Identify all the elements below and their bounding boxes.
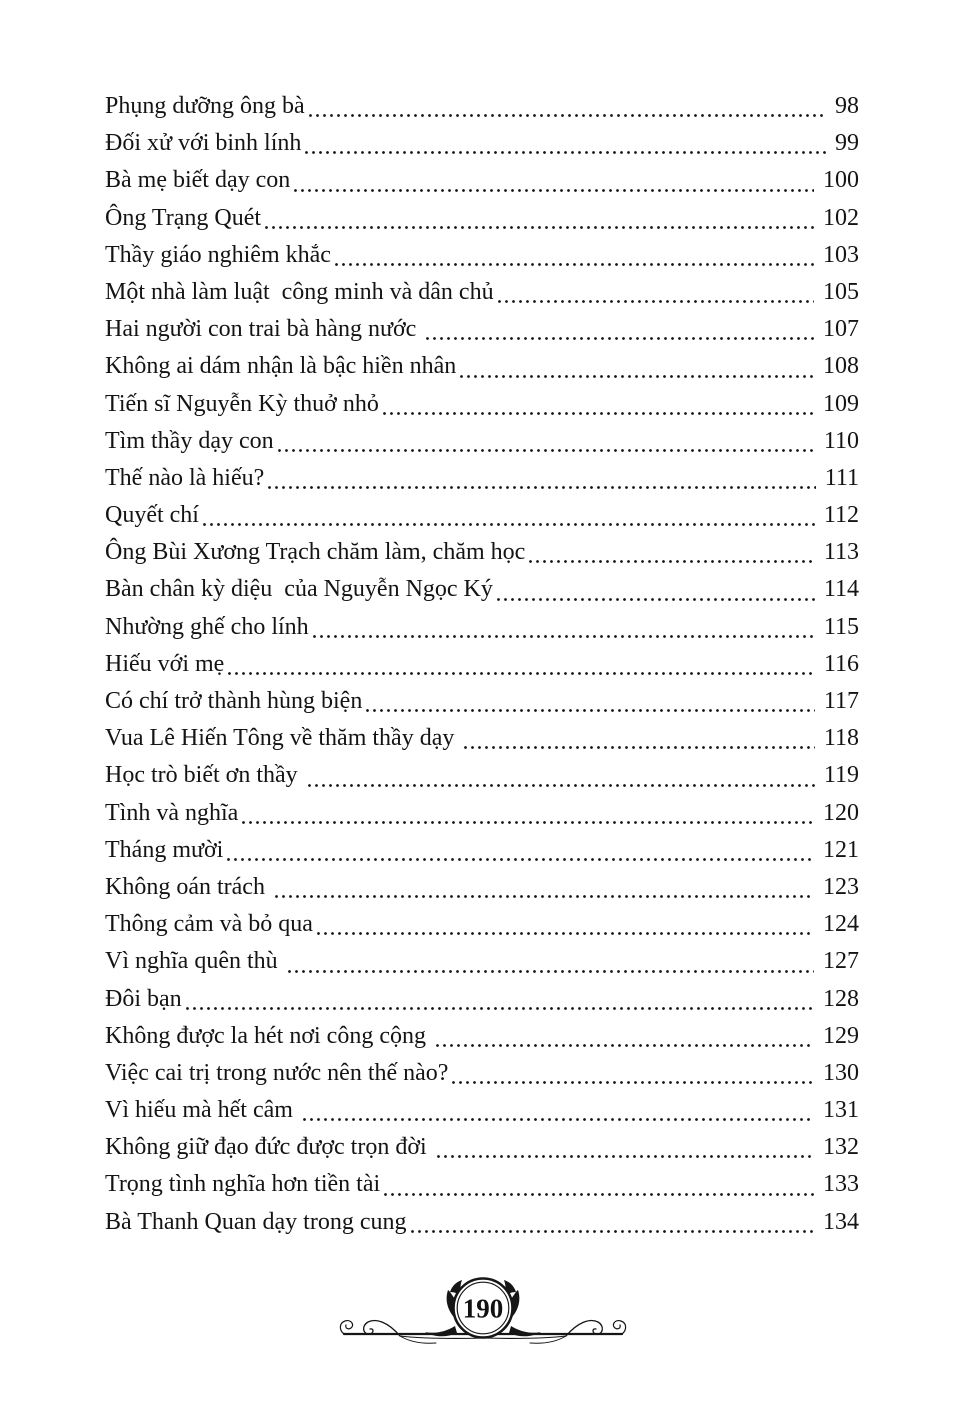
dot-leader xyxy=(384,1193,814,1196)
toc-entry-title: Một nhà làm luật công minh và dân chủ xyxy=(105,278,494,305)
dot-leader xyxy=(309,114,826,117)
toc-entry-title: Việc cai trị trong nước nên thế nào? xyxy=(105,1059,449,1086)
toc-entry-title: Không giữ đạo đức được trọn đời xyxy=(105,1134,433,1161)
toc-entry-title: Hiếu với mẹ xyxy=(105,650,225,677)
toc-entry xyxy=(105,943,859,980)
dot-leader xyxy=(313,635,815,638)
toc-entry xyxy=(105,423,859,460)
dot-leader xyxy=(460,375,814,378)
toc-entry xyxy=(105,1092,859,1129)
dot-leader xyxy=(228,672,815,675)
toc-entry xyxy=(105,869,859,906)
dot-leader xyxy=(227,858,814,861)
dot-leader xyxy=(426,337,814,340)
toc-entry-title: Đối xử với binh lính xyxy=(105,130,302,157)
dot-leader xyxy=(383,412,814,415)
dot-leader xyxy=(265,226,814,229)
toc-entry-title: Bà Thanh Quan dạy trong cung xyxy=(105,1208,407,1235)
toc-entry-title: Quyết chí xyxy=(105,502,199,529)
toc-entry-page: 129 xyxy=(823,1022,859,1049)
dot-leader xyxy=(275,895,814,898)
toc-entry-page: 111 xyxy=(824,464,859,491)
toc-entry-page: 118 xyxy=(823,725,859,752)
toc-entry-page: 100 xyxy=(823,167,859,194)
toc-entry-page: 99 xyxy=(835,130,859,157)
toc-entry xyxy=(105,534,859,571)
dot-leader xyxy=(464,746,815,749)
toc-entry xyxy=(105,497,859,534)
dot-leader xyxy=(335,263,814,266)
dot-leader xyxy=(242,821,814,824)
dot-leader xyxy=(305,151,826,154)
toc-entry xyxy=(105,757,859,794)
toc-entry-page: 133 xyxy=(823,1171,859,1198)
toc-entry xyxy=(105,125,859,162)
toc-entry-title: Vì hiếu mà hết câm xyxy=(105,1097,299,1124)
dot-leader xyxy=(294,189,814,192)
toc-entry xyxy=(105,1018,859,1055)
toc-entry-title: Trọng tình nghĩa hơn tiền tài xyxy=(105,1171,381,1198)
dot-leader xyxy=(303,1118,814,1121)
dot-leader xyxy=(278,449,815,452)
toc-entry xyxy=(105,646,859,683)
toc-entry xyxy=(105,795,859,832)
toc-entry-title: Tiến sĩ Nguyễn Kỳ thuở nhỏ xyxy=(105,390,379,417)
toc-entry-title: Vì nghĩa quên thù xyxy=(105,948,284,975)
toc-entry-title: Tình và nghĩa xyxy=(105,799,239,826)
toc-entry-page: 127 xyxy=(823,948,859,975)
toc-entry-page: 121 xyxy=(823,836,859,863)
toc-entry-page: 117 xyxy=(823,688,859,714)
toc-entry-title: Học trò biết ơn thầy xyxy=(105,762,304,789)
toc-entry-page: 130 xyxy=(823,1059,859,1086)
toc-entry-page: 131 xyxy=(823,1097,859,1124)
toc-entry-page: 119 xyxy=(823,762,859,789)
toc-entry-title: Thế nào là hiếu? xyxy=(105,464,265,491)
toc-entry-page: 102 xyxy=(823,204,859,231)
toc-entry-page: 124 xyxy=(823,911,859,938)
toc-entry-title: Hai người con trai bà hàng nước xyxy=(105,316,423,343)
dot-leader xyxy=(186,1007,814,1010)
toc-entry-page: 112 xyxy=(823,502,859,529)
dot-leader xyxy=(529,560,815,563)
dot-leader xyxy=(497,598,815,601)
flourish-divider-icon xyxy=(338,1262,628,1354)
toc-entry-title: Tìm thầy dạy con xyxy=(105,427,274,454)
toc-entry xyxy=(105,162,859,199)
toc-entry-page: 98 xyxy=(835,93,859,119)
toc-entry-page: 120 xyxy=(823,799,859,826)
toc-entry xyxy=(105,274,859,311)
toc-entry xyxy=(105,906,859,943)
toc-entry xyxy=(105,237,859,274)
dot-leader xyxy=(411,1230,815,1233)
toc-entry-title: Thông cảm và bỏ qua xyxy=(105,911,313,938)
footer-ornament xyxy=(0,1262,965,1354)
toc-entry xyxy=(105,683,859,720)
dot-leader xyxy=(366,709,815,712)
toc-entry-title: Ông Bùi Xương Trạch chăm làm, chăm học xyxy=(105,539,526,566)
toc-entry xyxy=(105,981,859,1018)
toc-entry xyxy=(105,1204,859,1241)
toc-entry-title: Nhường ghế cho lính xyxy=(105,613,309,640)
toc-entry xyxy=(105,311,859,348)
toc-entry-page: 109 xyxy=(823,390,859,417)
toc-entry-page: 110 xyxy=(823,427,859,454)
toc-entry xyxy=(105,1166,859,1203)
dot-leader xyxy=(452,1081,814,1084)
dot-leader xyxy=(436,1044,814,1047)
toc-entry xyxy=(105,609,859,646)
toc-entry-page: 103 xyxy=(823,241,859,268)
dot-leader xyxy=(308,784,815,787)
toc-entry-title: Bàn chân kỳ diệu của Nguyễn Ngọc Ký xyxy=(105,576,493,603)
dot-leader xyxy=(268,486,816,489)
toc-entry xyxy=(105,88,859,125)
toc-entry-title: Thầy giáo nghiêm khắc xyxy=(105,241,331,268)
toc-entry xyxy=(105,1129,859,1166)
toc-entry-title: Ông Trạng Quét xyxy=(105,204,262,231)
toc-entry xyxy=(105,832,859,869)
toc-entry xyxy=(105,1055,859,1092)
toc-entry xyxy=(105,571,859,608)
toc-entry-page: 123 xyxy=(823,873,859,900)
toc-entry-page: 105 xyxy=(823,278,859,305)
toc-entry-page: 128 xyxy=(823,985,859,1012)
toc-entry-page: 116 xyxy=(823,650,859,677)
toc-entry xyxy=(105,386,859,423)
toc-entry-title: Đôi bạn xyxy=(105,985,182,1012)
toc-entry-page: 113 xyxy=(823,539,859,566)
toc-entry-page: 107 xyxy=(823,316,859,343)
toc-entry-title: Có chí trở thành hùng biện xyxy=(105,688,363,714)
toc-entry-title: Không oán trách xyxy=(105,873,271,900)
toc-entry-page: 134 xyxy=(823,1208,859,1235)
toc-entry-page: 132 xyxy=(823,1134,859,1161)
dot-leader xyxy=(288,970,814,973)
toc-entry xyxy=(105,460,859,497)
toc-entry-title: Bà mẹ biết dạy con xyxy=(105,167,291,194)
toc-entry-page: 108 xyxy=(823,353,859,380)
toc-entry xyxy=(105,200,859,237)
toc-entry-title: Phụng dưỡng ông bà xyxy=(105,93,305,119)
page-number: 190 xyxy=(462,1293,503,1324)
toc-entry-title: Không ai dám nhận là bậc hiền nhân xyxy=(105,353,457,380)
dot-leader xyxy=(498,300,814,303)
dot-leader xyxy=(437,1155,814,1158)
toc-entry-page: 114 xyxy=(823,576,859,603)
toc-entry xyxy=(105,720,859,757)
toc-entry-title: Tháng mười xyxy=(105,836,224,863)
toc-entry-page: 115 xyxy=(823,613,859,640)
table-of-contents xyxy=(105,88,859,1241)
toc-entry-title: Vua Lê Hiến Tông về thăm thầy dạy xyxy=(105,725,461,752)
toc-entry xyxy=(105,348,859,385)
dot-leader xyxy=(317,932,814,935)
dot-leader xyxy=(203,523,815,526)
toc-entry-title: Không được la hét nơi công cộng xyxy=(105,1022,432,1049)
